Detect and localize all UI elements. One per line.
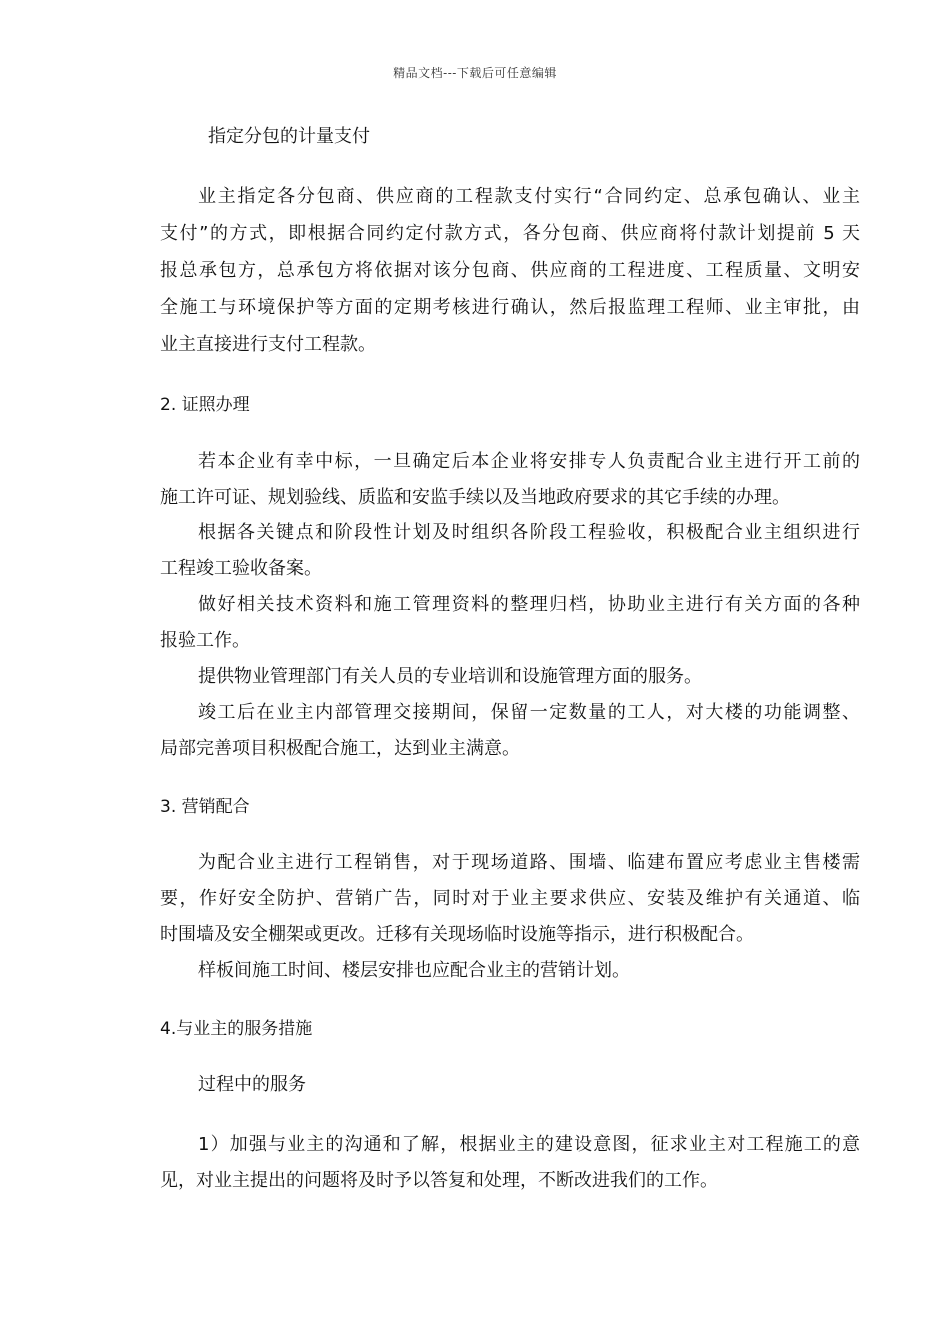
paragraph-line: 要，作好安全防护、营销广告，同时对于业主要求供应、安装及维护有关通道、临: [160, 888, 860, 909]
paragraph-line: 1）加强与业主的沟通和了解，根据业主的建设意图，征求业主对工程施工的意: [198, 1134, 860, 1155]
paragraph-line: 样板间施工时间、楼层安排也应配合业主的营销计划。: [198, 960, 630, 981]
section-heading: 3. 营销配合: [160, 797, 250, 817]
paragraph-line: 见，对业主提出的问题将及时予以答复和处理，不断改进我们的工作。: [160, 1170, 718, 1191]
sub-heading: 过程中的服务: [198, 1074, 306, 1095]
paragraph-line: 根据各关键点和阶段性计划及时组织各阶段工程验收，积极配合业主组织进行: [198, 522, 860, 543]
paragraph-line: 时围墙及安全棚架或更改。迁移有关现场临时设施等指示，进行积极配合。: [160, 924, 754, 945]
paragraph-line: 工程竣工验收备案。: [160, 558, 322, 579]
paragraph-line: 报总承包方，总承包方将依据对该分包商、供应商的工程进度、工程质量、文明安: [160, 260, 860, 281]
paragraph-line: 提供物业管理部门有关人员的专业培训和设施管理方面的服务。: [198, 666, 702, 687]
section-heading: 4.与业主的服务措施: [160, 1019, 313, 1039]
sub-title: 指定分包的计量支付: [208, 126, 370, 147]
paragraph-line: 竣工后在业主内部管理交接期间，保留一定数量的工人，对大楼的功能调整、: [198, 702, 860, 723]
paragraph-line: 施工许可证、规划验线、质监和安监手续以及当地政府要求的其它手续的办理。: [160, 487, 790, 508]
page-header: 精品文档---下载后可任意编辑: [393, 66, 557, 80]
paragraph-line: 支付”的方式，即根据合同约定付款方式，各分包商、供应商将付款计划提前 5 天: [160, 223, 860, 244]
paragraph-line: 业主指定各分包商、供应商的工程款支付实行“合同约定、总承包确认、业主: [198, 186, 860, 207]
paragraph-line: 做好相关技术资料和施工管理资料的整理归档，协助业主进行有关方面的各种: [198, 594, 860, 615]
section-heading: 2. 证照办理: [160, 395, 250, 415]
paragraph-line: 局部完善项目积极配合施工，达到业主满意。: [160, 738, 520, 759]
paragraph-line: 业主直接进行支付工程款。: [160, 334, 376, 355]
paragraph-line: 若本企业有幸中标，一旦确定后本企业将安排专人负责配合业主进行开工前的: [198, 451, 860, 472]
paragraph-line: 全施工与环境保护等方面的定期考核进行确认，然后报监理工程师、业主审批，由: [160, 297, 860, 318]
paragraph-line: 报验工作。: [160, 630, 250, 651]
paragraph-line: 为配合业主进行工程销售，对于现场道路、围墙、临建布置应考虑业主售楼需: [198, 852, 860, 873]
